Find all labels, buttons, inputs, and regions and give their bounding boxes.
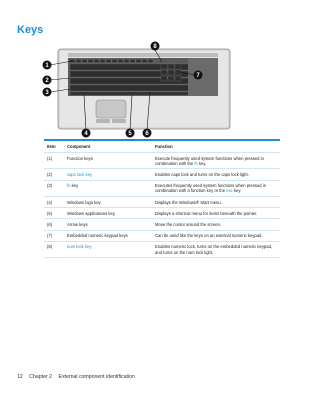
- function-text-end: key.: [197, 160, 207, 166]
- svg-text:1: 1: [45, 63, 49, 70]
- components-table: [44, 139, 280, 258]
- row-function: Enables caps lock and turns on the caps lock light.: [155, 171, 249, 177]
- row-component: Function keys: [67, 155, 93, 161]
- svg-text:5: 5: [128, 131, 132, 138]
- svg-text:6: 6: [145, 131, 149, 138]
- table-row: [44, 169, 280, 180]
- function-text-end: key.: [232, 188, 242, 194]
- row-component-link[interactable]: caps lock key: [67, 171, 93, 177]
- row-item: (5): [47, 210, 53, 216]
- callout-2: [43, 76, 52, 85]
- row-item: (1): [47, 155, 53, 161]
- svg-text:2: 2: [45, 78, 49, 85]
- callout-8: [151, 42, 160, 51]
- page-number: 12: [17, 374, 23, 380]
- row-item: (2): [47, 171, 53, 177]
- page-title: Keys: [17, 24, 44, 36]
- row-item: (6): [47, 221, 53, 227]
- row-function: Displays a shortcut menu for items beneath the pointer.: [155, 210, 258, 216]
- function-text: Executes frequently used system functions when pressed in combination with a function key or the: [155, 183, 267, 194]
- row-item: (4): [47, 199, 53, 205]
- key-link[interactable]: fn: [67, 183, 71, 189]
- table-row: [44, 219, 280, 230]
- keyboard-right-section: [188, 58, 218, 96]
- callout-3: [43, 88, 52, 97]
- table-row: [44, 242, 280, 258]
- header-item: Item: [47, 144, 56, 149]
- row-item: (7): [47, 233, 53, 239]
- table-row: [44, 208, 280, 219]
- header-component: Component: [67, 144, 91, 149]
- table-row: [44, 197, 280, 208]
- row-component: Windows logo key: [67, 199, 101, 205]
- callout-5: [126, 129, 135, 138]
- svg-text:4: 4: [84, 131, 88, 138]
- component-text: key: [70, 183, 79, 189]
- row-function: Enables numeric lock, turns on the embedded numeric keypad, and turns on the num lock light.: [155, 244, 273, 255]
- callout-1: [43, 61, 52, 70]
- page-footer: [17, 374, 140, 380]
- row-component: Embedded numeric keypad keys: [67, 233, 128, 239]
- row-function: Displays the Windows® Start menu.: [155, 199, 222, 205]
- row-function: [155, 183, 280, 193]
- row-function: Move the cursor around the screen.: [155, 221, 222, 227]
- laptop-keyboard-illustration: [0, 0, 300, 140]
- row-function: Can be used like the keys on an external numeric keypad.: [155, 233, 263, 239]
- numeric-keypad: [161, 64, 181, 81]
- touchpad-left-button: [96, 119, 110, 123]
- svg-text:7: 7: [196, 73, 200, 80]
- callout-6: [143, 129, 152, 138]
- chapter-label: Chapter 2: [29, 374, 53, 380]
- table-row: [44, 231, 280, 242]
- svg-text:3: 3: [45, 90, 49, 97]
- callout-4: [82, 129, 91, 138]
- touchpad: [96, 100, 126, 118]
- table-row: [44, 181, 280, 197]
- header-function: Function: [155, 144, 173, 149]
- table-header: [44, 141, 280, 153]
- row-component: Arrow keys: [67, 221, 88, 227]
- chapter-title: External component identification: [58, 374, 135, 380]
- row-component-link[interactable]: num lock key: [67, 244, 92, 250]
- touchpad-right-button: [112, 119, 126, 123]
- svg-text:8: 8: [153, 44, 157, 51]
- row-component: Windows applications key: [67, 210, 115, 216]
- row-component: [67, 183, 155, 193]
- key-link[interactable]: fn: [194, 160, 198, 166]
- function-text: Execute frequently used system functions when pressed in combination with the: [155, 155, 264, 166]
- callout-7: [194, 71, 203, 80]
- row-function: [155, 156, 280, 166]
- row-item: (3): [47, 183, 53, 189]
- key-link[interactable]: esc: [226, 188, 233, 194]
- table-row: [44, 153, 280, 169]
- row-item: (8): [47, 244, 53, 250]
